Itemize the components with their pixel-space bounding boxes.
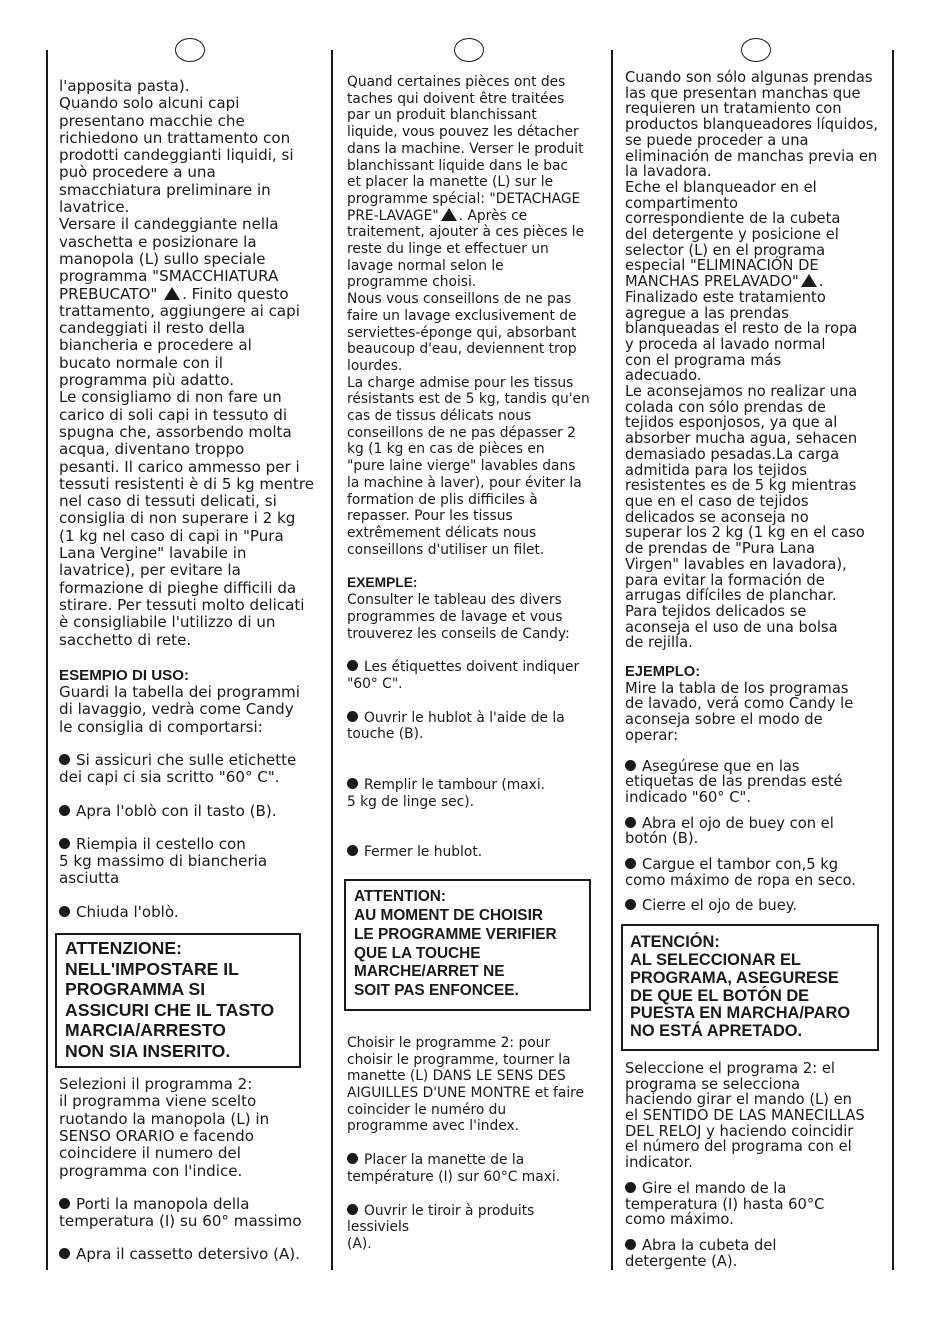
bullet-icon [347,1153,358,1164]
column-rule-middle-left [331,50,333,1270]
list-item: Asegúrese que en las etiquetas de las prendas esté indicado "60° C". [625,757,843,806]
example-text: Consulter le tableau des divers programmes de lavage et vous trouverez les conseils de Candy: [347,592,570,642]
program-paragraph: Selezioni il programma 2: il programma viene scelto ruotando la manopola (L) in SENSO ORARIO e facendo coincidere il numero del programma con l'indice. [59,1075,270,1180]
column-spanish [625,38,887,1269]
example-text: Mire la tabla de los programas de lavado, verá como Candy le aconseja sobre el modo de operar: [625,679,854,744]
column-french [347,38,591,1253]
bullet-icon [59,754,70,765]
bullet-icon [625,760,636,771]
warning-box: ATTENZIONE: NELL'IMPOSTARE IL PROGRAMMA SI ASSICURI CHE IL TASTO MARCIA/ARRESTO NON SIA INSERITO. [55,933,301,1068]
column-rule-middle-right [611,50,613,1270]
list-item: Cargue el tambor con,5 kg como máximo de ropa en seco. [625,856,856,889]
bullet-icon [625,1239,636,1250]
column-rule-right [892,50,894,1270]
bullet-icon [347,778,358,789]
bullet-icon [625,858,636,869]
list-item: Apra l'oblò con il tasto (B). [59,803,321,820]
list-item: Si assicuri che sulle etichette dei capi ci sia scritto "60° C". [59,750,297,787]
bullet-icon [625,817,636,828]
list-item: Fermer le hublot. [347,844,591,861]
list-item: Riempia il cestello con 5 kg massimo di biancheria asciutta [59,834,268,888]
bullet-icon [625,899,636,910]
language-circle-icon [454,38,484,62]
list-item: Chiuda l'oblò. [59,904,321,921]
bullet-icon [59,1198,70,1209]
warning-triangle-icon [441,208,457,221]
warning-triangle-icon [801,274,817,287]
example-heading: ESEMPIO DI USO: [59,666,189,684]
list-item: Cierre el ojo de buey. [625,898,887,914]
program-paragraph: Choisir le programme 2: pour choisir le programme, tourner la manette (L) DANS LE SENS DES AIGUILLES D'UNE MONTRE et faire coincider le numéro du programme avec l'index. [347,1034,585,1135]
warning-triangle-icon [164,287,180,300]
language-circle-icon [175,38,205,62]
list-item: Porti la manopola della temperatura (I) su 60° massimo [59,1194,302,1231]
intro-paragraph: Cuando son sólo algunas prendas las que presentan manchas que requieren un tratamiento con productos blanqueadores líquidos, se puede proceder a una eliminación de manchas previa en la lavadora. Eche el blanqueador en el compartimento correspondiente de la cubeta del detergente y posicione el selector (L) en el programa especial "ELIMINACIÓN DE MANCHAS PRELAVADO" . Finalizado este tratamiento agregue a las prendas blanqueadas el resto de la ropa y proceda al lavado normal con el programa más adecuado. Le aconsejamos no realizar una colada con sólo prendas de tejidos esponjosos, ya que al absorber mucha agua, sehacen demasiado pesadas.La carga admitida para los tejidos resistentes es de 5 kg mientras que en el caso de tejidos delicados se aconseja no superar los 2 kg (1 kg en el caso de prendas de "Pura Lana Virgen" lavables en lavadora), para evitar la formación de arrugas difíciles de planchar. Para tejidos delicados se aconseja el uso de una bolsa de rejilla. [625,69,879,652]
list-item: Gire el mando de la temperatura (I) hasta 60°C como máximo. [625,1179,825,1229]
column-italian [59,38,321,1264]
bullet-icon [347,711,358,722]
bullet-icon [347,845,358,856]
list-item: Les étiquettes doivent indiquer "60° C". [347,659,580,692]
list-item: Ouvrir le tiroir à produits lessiviels (A). [347,1202,535,1252]
intro-paragraph: l'apposita pasta). Quando solo alcuni capi presentano macchie che richiedono un trattamento con prodotti candeggianti liquidi, si può procedere a una smacchiatura preliminare in lavatrice. Versare il candeggiante nella vaschetta e posizionare la manopola (L) sullo speciale programma "SMACCHIATURA PREBUCATO" . Finito questo trattamento, aggiungere ai capi candeggiati il resto della biancheria e procedere al bucato normale con il programma più adatto. Le consigliamo di non fare un carico di soli capi in tessuto di spugna che, assorbendo molta acqua, diventano troppo pesanti. Il carico ammesso per i tessuti resistenti è di 5 kg mentre nel caso di tessuti delicati, si consiglia di non superare i 2 kg (1 kg nel caso di capi in "Pura Lana Vergine" lavabile in lavatrice), per evitare la formazione di pieghe difficili da stirare. Per tessuti molto delicati è consigliabile l'utilizzo di un sacchetto di rete. [59,77,314,649]
example-heading: EJEMPLO: [625,664,701,681]
list-item: Abra el ojo de buey con el botón (B). [625,814,834,848]
list-item: Placer la manette de la température (I) sur 60°C maxi. [347,1152,561,1185]
warning-box: ATTENTION: AU MOMENT DE CHOISIR LE PROGRAMME VERIFIER QUE LA TOUCHE MARCHE/ARRET NE SOIT PAS ENFONCEE. [344,879,591,1011]
language-circle-icon [741,38,771,62]
column-rule-left [46,50,48,1270]
bullet-icon [59,805,70,816]
bullet-icon [59,838,70,849]
bullet-icon [625,1182,636,1193]
example-heading: EXEMPLE: [347,575,418,591]
bullet-icon [347,660,358,671]
list-item: Ouvrir le hublot à l'aide de la touche (B). [347,709,565,743]
example-text: Guardi la tabella dei programmi di lavaggio, vedrà come Candy le consiglia di comportarsi: [59,683,300,736]
list-item: Apra il cassetto detersivo (A). [59,1246,321,1263]
warning-box: ATENCIÓN: AL SELECCIONAR EL PROGRAMA, ASEGURESE DE QUE EL BOTÓN DE PUESTA EN MARCHA/PARO NO ESTÁ APRETADO. [621,924,879,1051]
intro-paragraph: Quand certaines pièces ont des taches qui doivent être traitées par un produit blanchissant liquide, vous pouvez les détacher dans la machine. Verser le produit blanchissant liquide dans le bac et placer la manette (L) sur le programme spécial: "DETACHAGE PRE-LAVAGE" . Après ce traitement, ajouter à ces pièces le reste du linge et effectuer un lavage normal selon le programme choisi. Nous vous conseillons de ne pas faire un lavage exclusivement de serviettes-éponge qui, absorbant beaucoup d'eau, deviennent trop lourdes. La charge admise pour les tissus résistants est de 5 kg, tandis qu'en cas de tissus délicats nous conseillons de ne pas dépasser 2 kg (1 kg en cas de pièces en "pure laine vierge" lavables dans la machine à laver), pour éviter la formation de plis difficiles à repasser. Pour les tissus extrêmement délicats nous conseillons d'utiliser un filet. [347,74,590,558]
bullet-icon [59,906,70,917]
list-item: Abra la cubeta del detergente (A). [625,1236,777,1270]
program-paragraph: Seleccione el programa 2: el programa se selecciona haciendo girar el mando (L) en el SENTIDO DE LAS MANECILLAS DEL RELOJ y haciendo coincidir el número del programa con el indicator. [625,1059,865,1172]
bullet-icon [59,1248,70,1259]
bullet-icon [347,1204,358,1215]
list-item: Remplir le tambour (maxi. 5 kg de linge sec). [347,777,546,810]
